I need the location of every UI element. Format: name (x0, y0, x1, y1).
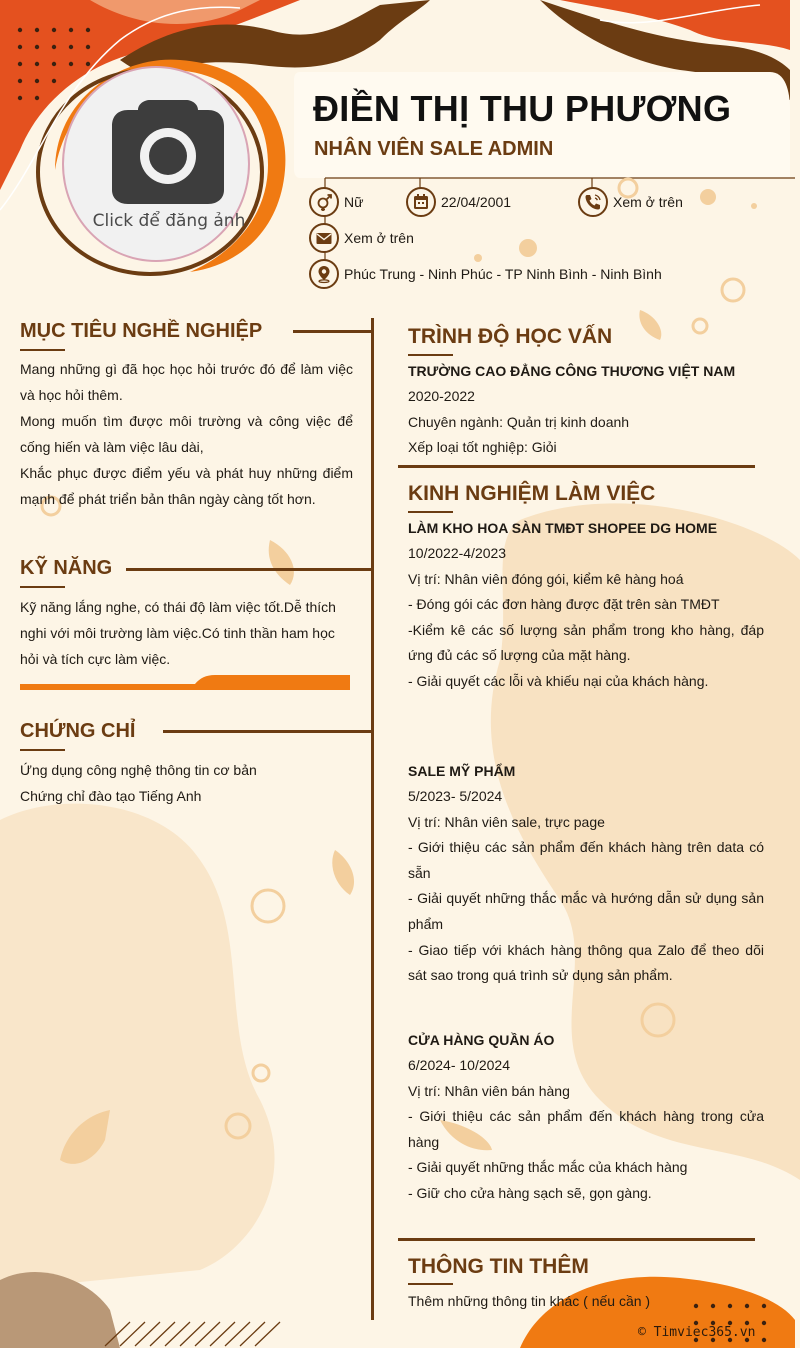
job-detail: -Kiểm kê các số lượng sản phẩm trong kho hàng, đáp ứng đủ các số lượng của mặt hàng. (408, 621, 764, 664)
job-detail: - Giải quyết những thắc mắc và hướng dẫn sử dụng sản phẩm (408, 890, 764, 932)
experience-underline (408, 511, 453, 513)
birthday-value: 22/04/2001 (441, 194, 512, 210)
job-detail: Vị trí: Nhân viên đóng gói, kiểm kê hàng hoá (408, 570, 684, 587)
job-detail: - Giữ cho cửa hàng sạch sẽ, gọn gàng. (408, 1184, 652, 1201)
camera-icon (108, 98, 228, 206)
additional-text: Thêm những thông tin khác ( nếu cần ) (408, 1293, 651, 1309)
company-name: SALE MỸ PHẨM (408, 763, 516, 779)
certificates-heading: CHỨNG CHỈ (20, 720, 136, 742)
gender-icon (309, 187, 339, 217)
additional-heading: THÔNG TIN THÊM (408, 1255, 589, 1278)
education-separator (398, 465, 755, 468)
job-period: 10/2022-4/2023 (408, 545, 507, 561)
contact-email (309, 223, 414, 253)
contact-address (309, 259, 662, 289)
phone-value: Xem ở trên (613, 194, 683, 210)
email-value: Xem ở trên (344, 230, 414, 246)
job-period: 5/2023- 5/2024 (408, 788, 503, 804)
job-detail: - Giải quyết những thắc mắc của khách hàng (408, 1159, 688, 1176)
job-detail: - Đóng gói các đơn hàng được đặt trên sàn TMĐT (408, 596, 720, 613)
gender-value: Nữ (344, 194, 364, 210)
skills-text: Kỹ năng lắng nghe, có thái độ làm việc tốt.Dễ thích nghi với môi trường làm việc.Có tinh thần ham học hỏi và tích cực làm việc. (20, 599, 336, 667)
experience-item (408, 516, 764, 695)
education-underline (408, 354, 453, 356)
job-detail: - Giới thiệu các sản phẩm đến khách hàng trong cửa hàng (408, 1108, 764, 1150)
education-major: Chuyên ngành: Quản trị kinh doanh (408, 413, 630, 430)
job-detail: - Giới thiệu các sản phẩm đến khách hàng trên data có sẵn (408, 839, 764, 881)
education-period: 2020-2022 (408, 388, 475, 404)
objective-underline (20, 349, 65, 351)
company-name: LÀM KHO HOA SÀN TMĐT SHOPEE DG HOME (408, 520, 718, 536)
skills-heading-rule (126, 568, 373, 571)
center-divider (371, 318, 374, 1320)
job-detail: - Giải quyết các lỗi và khiếu nại của khách hàng. (408, 672, 709, 689)
education-block (408, 359, 764, 461)
job-detail: - Giao tiếp với khách hàng thông qua Zalo để theo dõi sát sao trong quá trình sử dụng sản phẩm. (408, 941, 764, 984)
contact-birthday (406, 187, 511, 217)
skills-heading: KỸ NĂNG (20, 557, 113, 579)
objective-line: Mong muốn tìm được môi trường và công việc để cống hiến và làm việc lâu dài, (20, 413, 353, 455)
skill-bar (20, 675, 350, 690)
photo-placeholder[interactable] (62, 66, 250, 262)
certificate-item: Ứng dụng công nghệ thông tin cơ bản (20, 762, 257, 778)
certificate-item: Chứng chỉ đào tạo Tiếng Anh (20, 788, 202, 804)
job-detail: Vị trí: Nhân viên bán hàng (408, 1082, 570, 1099)
candidate-name: ĐIỀN THỊ THU PHƯƠNG (313, 88, 732, 129)
contact-gender (309, 187, 363, 217)
photo-upload[interactable] (54, 62, 264, 272)
company-name: CỬA HÀNG QUẦN ÁO (408, 1032, 555, 1048)
experience-item (408, 1028, 764, 1207)
certificates-list (20, 757, 353, 809)
experience-item (408, 759, 764, 989)
experience-separator (398, 1238, 755, 1241)
school-name: TRƯỜNG CAO ĐẲNG CÔNG THƯƠNG VIỆT NAM (408, 363, 736, 379)
objective-heading-rule (293, 330, 373, 333)
certificates-underline (20, 749, 65, 751)
calendar-icon (406, 187, 436, 217)
certificates-heading-rule (163, 730, 373, 733)
job-detail: Vị trí: Nhân viên sale, trực page (408, 813, 605, 830)
watermark: © Timviec365.vn (638, 1325, 756, 1340)
experience-heading: KINH NGHIỆM LÀM VIỆC (408, 482, 656, 505)
address-value: Phúc Trung - Ninh Phúc - TP Ninh Bình - Ninh Bình (344, 266, 662, 282)
photo-upload-hint: Click để đăng ảnh (92, 211, 246, 231)
phone-icon (578, 187, 608, 217)
objective-line: Khắc phục được điểm yếu và phát huy những điểm mạnh để phát triển bản thân ngày càng tốt hơn. (20, 465, 353, 507)
additional-underline (408, 1283, 453, 1285)
contact-phone (578, 187, 683, 217)
education-grade: Xếp loại tốt nghiệp: Giỏi (408, 439, 557, 456)
objective-text (20, 356, 353, 512)
location-icon (309, 259, 339, 289)
job-title: NHÂN VIÊN SALE ADMIN (314, 138, 554, 160)
objective-line: Mang những gì đã học học hỏi trước đó để làm việc và học hỏi thêm. (20, 361, 353, 403)
job-period: 6/2024- 10/2024 (408, 1057, 510, 1073)
skills-underline (20, 586, 65, 588)
email-icon (309, 223, 339, 253)
education-heading: TRÌNH ĐỘ HỌC VẤN (408, 325, 613, 348)
objective-heading: MỤC TIÊU NGHỀ NGHIỆP (20, 320, 263, 342)
